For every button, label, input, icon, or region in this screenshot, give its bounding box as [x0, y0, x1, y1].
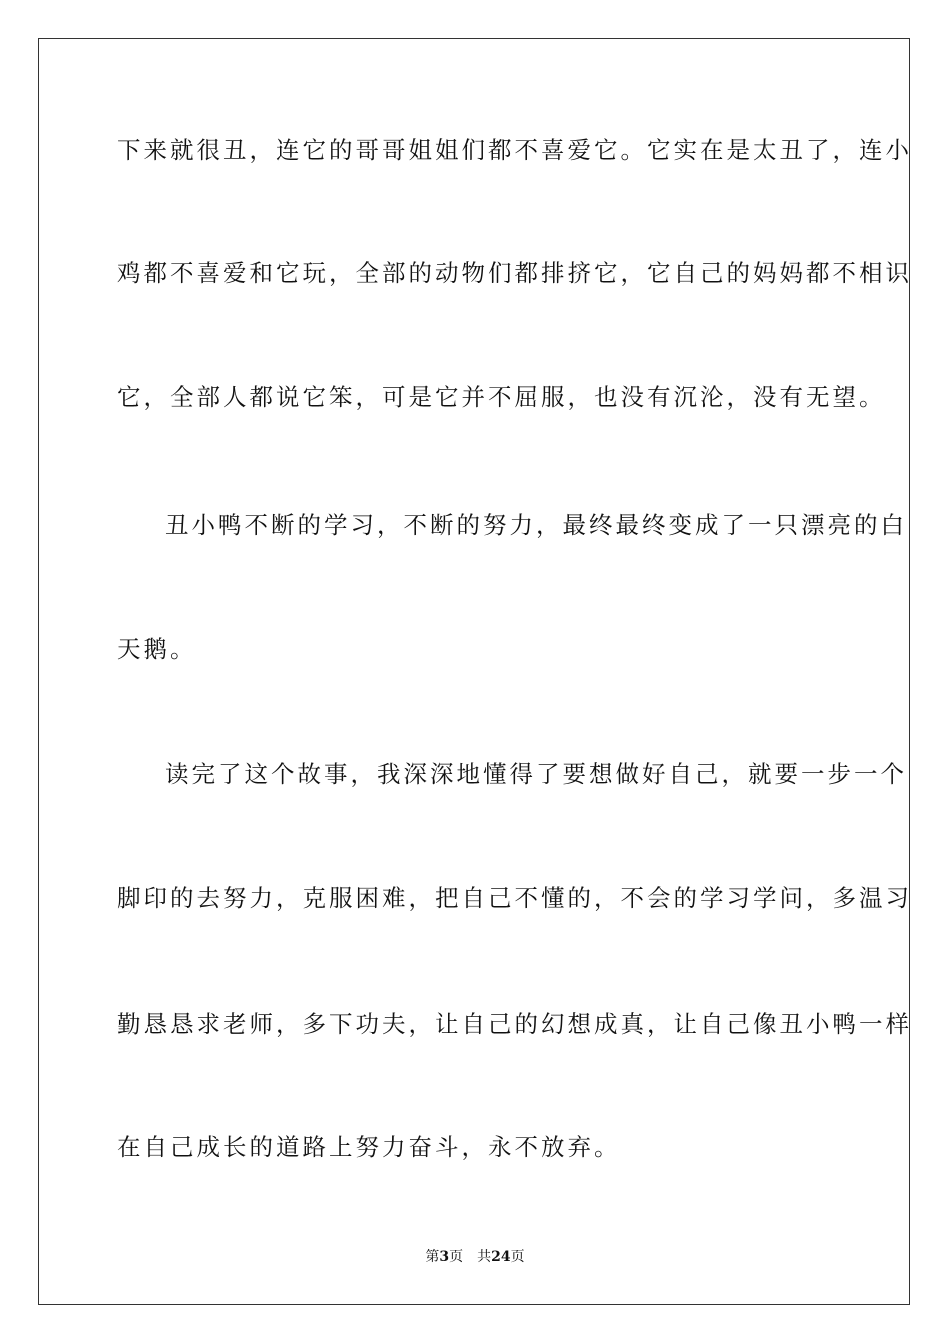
text-line: 勤恳恳求老师，多下功夫，让自己的幻想成真，让自己像丑小鸭一样 [117, 1010, 912, 1038]
page-footer [0, 1247, 950, 1267]
page-suffix: 页 [449, 1249, 464, 1265]
paragraph-first-line: 丑小鸭不断的学习，不断的努力，最终最终变成了一只漂亮的白 [165, 511, 907, 539]
total-pages: 24 [491, 1249, 511, 1265]
text-line: 天鹅。 [117, 635, 197, 663]
text-line: 鸡都不喜爱和它玩，全部的动物们都排挤它，它自己的妈妈都不相识 [117, 259, 912, 287]
text-line: 脚印的去努力，克服困难，把自己不懂的，不会的学习学问，多温习 [117, 884, 912, 912]
total-suffix: 页 [510, 1249, 525, 1265]
paragraph-first-line: 读完了这个故事，我深深地懂得了要想做好自己，就要一步一个 [165, 760, 907, 788]
text-line: 下来就很丑，连它的哥哥姐姐们都不喜爱它。它实在是太丑了，连小 [117, 136, 912, 164]
page-number: 3 [439, 1249, 450, 1265]
text-line: 它，全部人都说它笨，可是它并不屈服，也没有沉沦，没有无望。 [117, 383, 886, 411]
page-prefix: 第 [425, 1249, 440, 1265]
page-border [38, 38, 910, 1305]
total-prefix: 共 [477, 1249, 492, 1265]
text-line: 在自己成长的道路上努力奋斗，永不放弃。 [117, 1133, 621, 1161]
